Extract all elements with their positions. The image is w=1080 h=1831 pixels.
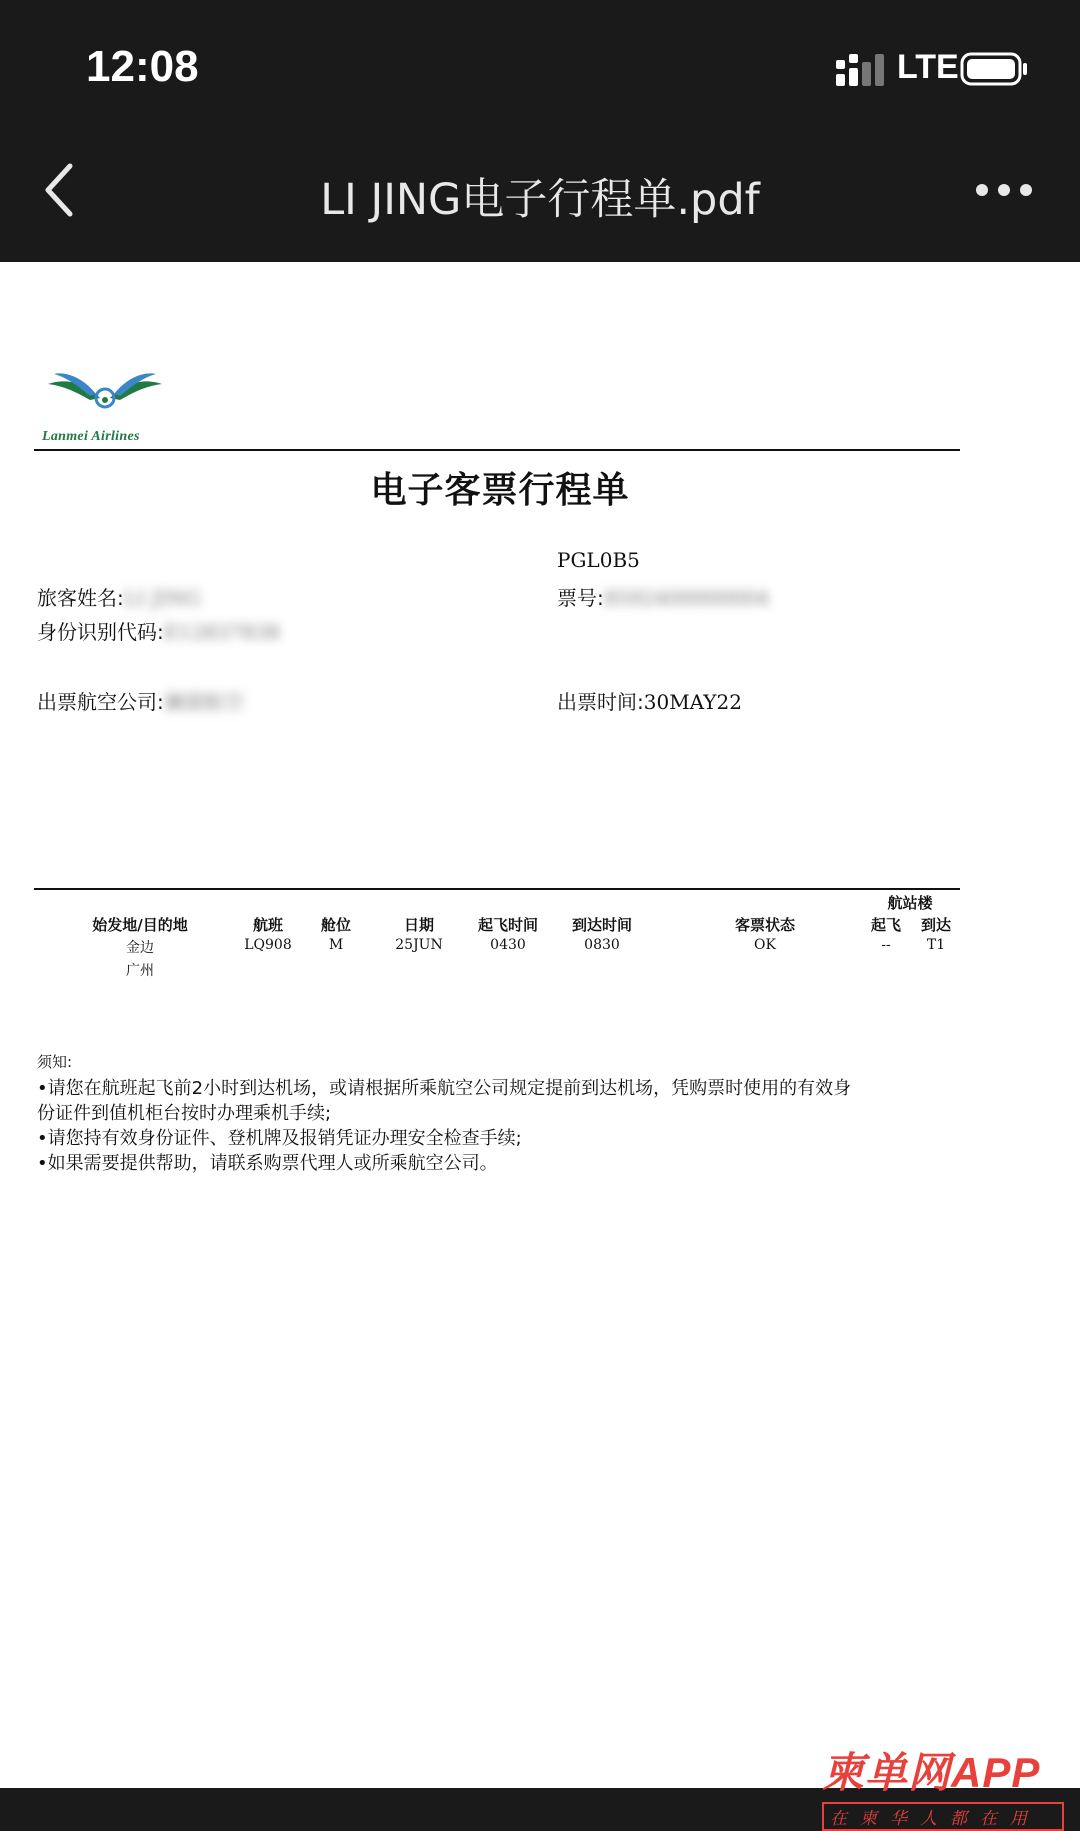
document-heading: 电子客票行程单 <box>370 470 630 511</box>
notice-line: 份证件到值机柜台按时办理乘机手续; <box>37 1103 332 1124</box>
pdf-page[interactable] <box>0 262 1080 1788</box>
cell-destination: 广州 <box>126 963 154 979</box>
cell-origin: 金边 <box>126 940 154 956</box>
col-route: 始发地/目的地 <box>92 916 188 934</box>
signal-strength-icon <box>836 54 886 86</box>
more-options-icon[interactable] <box>974 180 1034 200</box>
col-dep-time: 起飞时间 <box>477 916 538 934</box>
cell-date: 25JUN <box>395 937 443 953</box>
status-bar <box>0 0 1080 120</box>
col-status: 客票状态 <box>734 916 795 934</box>
booking-ref: PGL0B5 <box>557 548 640 572</box>
passenger-name: 旅客姓名:LI JING <box>37 586 201 610</box>
battery-icon <box>960 52 1030 86</box>
nav-bar <box>0 120 1080 262</box>
network-type: LTE <box>897 48 959 86</box>
header-divider <box>34 449 960 451</box>
cell-class: M <box>328 937 344 953</box>
watermark-main: 柬单网APP <box>822 1749 1041 1796</box>
cell-arr-time: 0830 <box>584 937 620 953</box>
col-flight: 航班 <box>252 916 283 934</box>
watermark-sub: 在柬华人都在用 <box>822 1802 1064 1831</box>
col-date: 日期 <box>403 916 434 934</box>
terminal-header: 航站楼 <box>887 894 933 912</box>
logo-text: Lanmei Airlines <box>42 429 140 444</box>
back-button[interactable] <box>40 160 80 220</box>
cell-status: OK <box>754 937 776 953</box>
notice-line: •如果需要提供帮助，请联系购票代理人或所乘航空公司。 <box>37 1153 498 1174</box>
notice-line: •请您在航班起飞前2小时到达机场，或请根据所乘航空公司规定提前到达机场，凭购票时使用的有效身 <box>37 1078 852 1099</box>
document-title: LI JING电子行程单.pdf <box>320 175 760 225</box>
cell-arr-terminal: T1 <box>926 937 946 953</box>
cell-dep-terminal: -- <box>881 937 891 953</box>
lanmei-airlines-logo <box>40 358 170 430</box>
col-dep-terminal: 起飞 <box>870 916 901 934</box>
issue-time: 出票时间:30MAY22 <box>557 690 742 714</box>
notice-section <box>37 1050 957 1176</box>
cell-flight: LQ908 <box>244 937 292 953</box>
col-class: 舱位 <box>320 916 351 934</box>
col-arr-time: 到达时间 <box>571 916 632 934</box>
notice-title: 须知: <box>37 1053 73 1071</box>
issuing-airline: 出票航空公司:澜湄航空 <box>37 690 244 714</box>
id-code: 身份识别代码:E12837838 <box>37 620 281 644</box>
cell-dep-time: 0430 <box>490 937 526 953</box>
notice-line: •请您持有效身份证件、登机牌及报销凭证办理安全检查手续; <box>37 1128 522 1149</box>
col-arr-terminal: 到达 <box>920 916 951 934</box>
watermark <box>822 1740 1064 1831</box>
ticket-number: 票号:8592400000004 <box>557 586 770 610</box>
status-time: 12:08 <box>86 42 199 91</box>
table-divider <box>34 888 960 890</box>
